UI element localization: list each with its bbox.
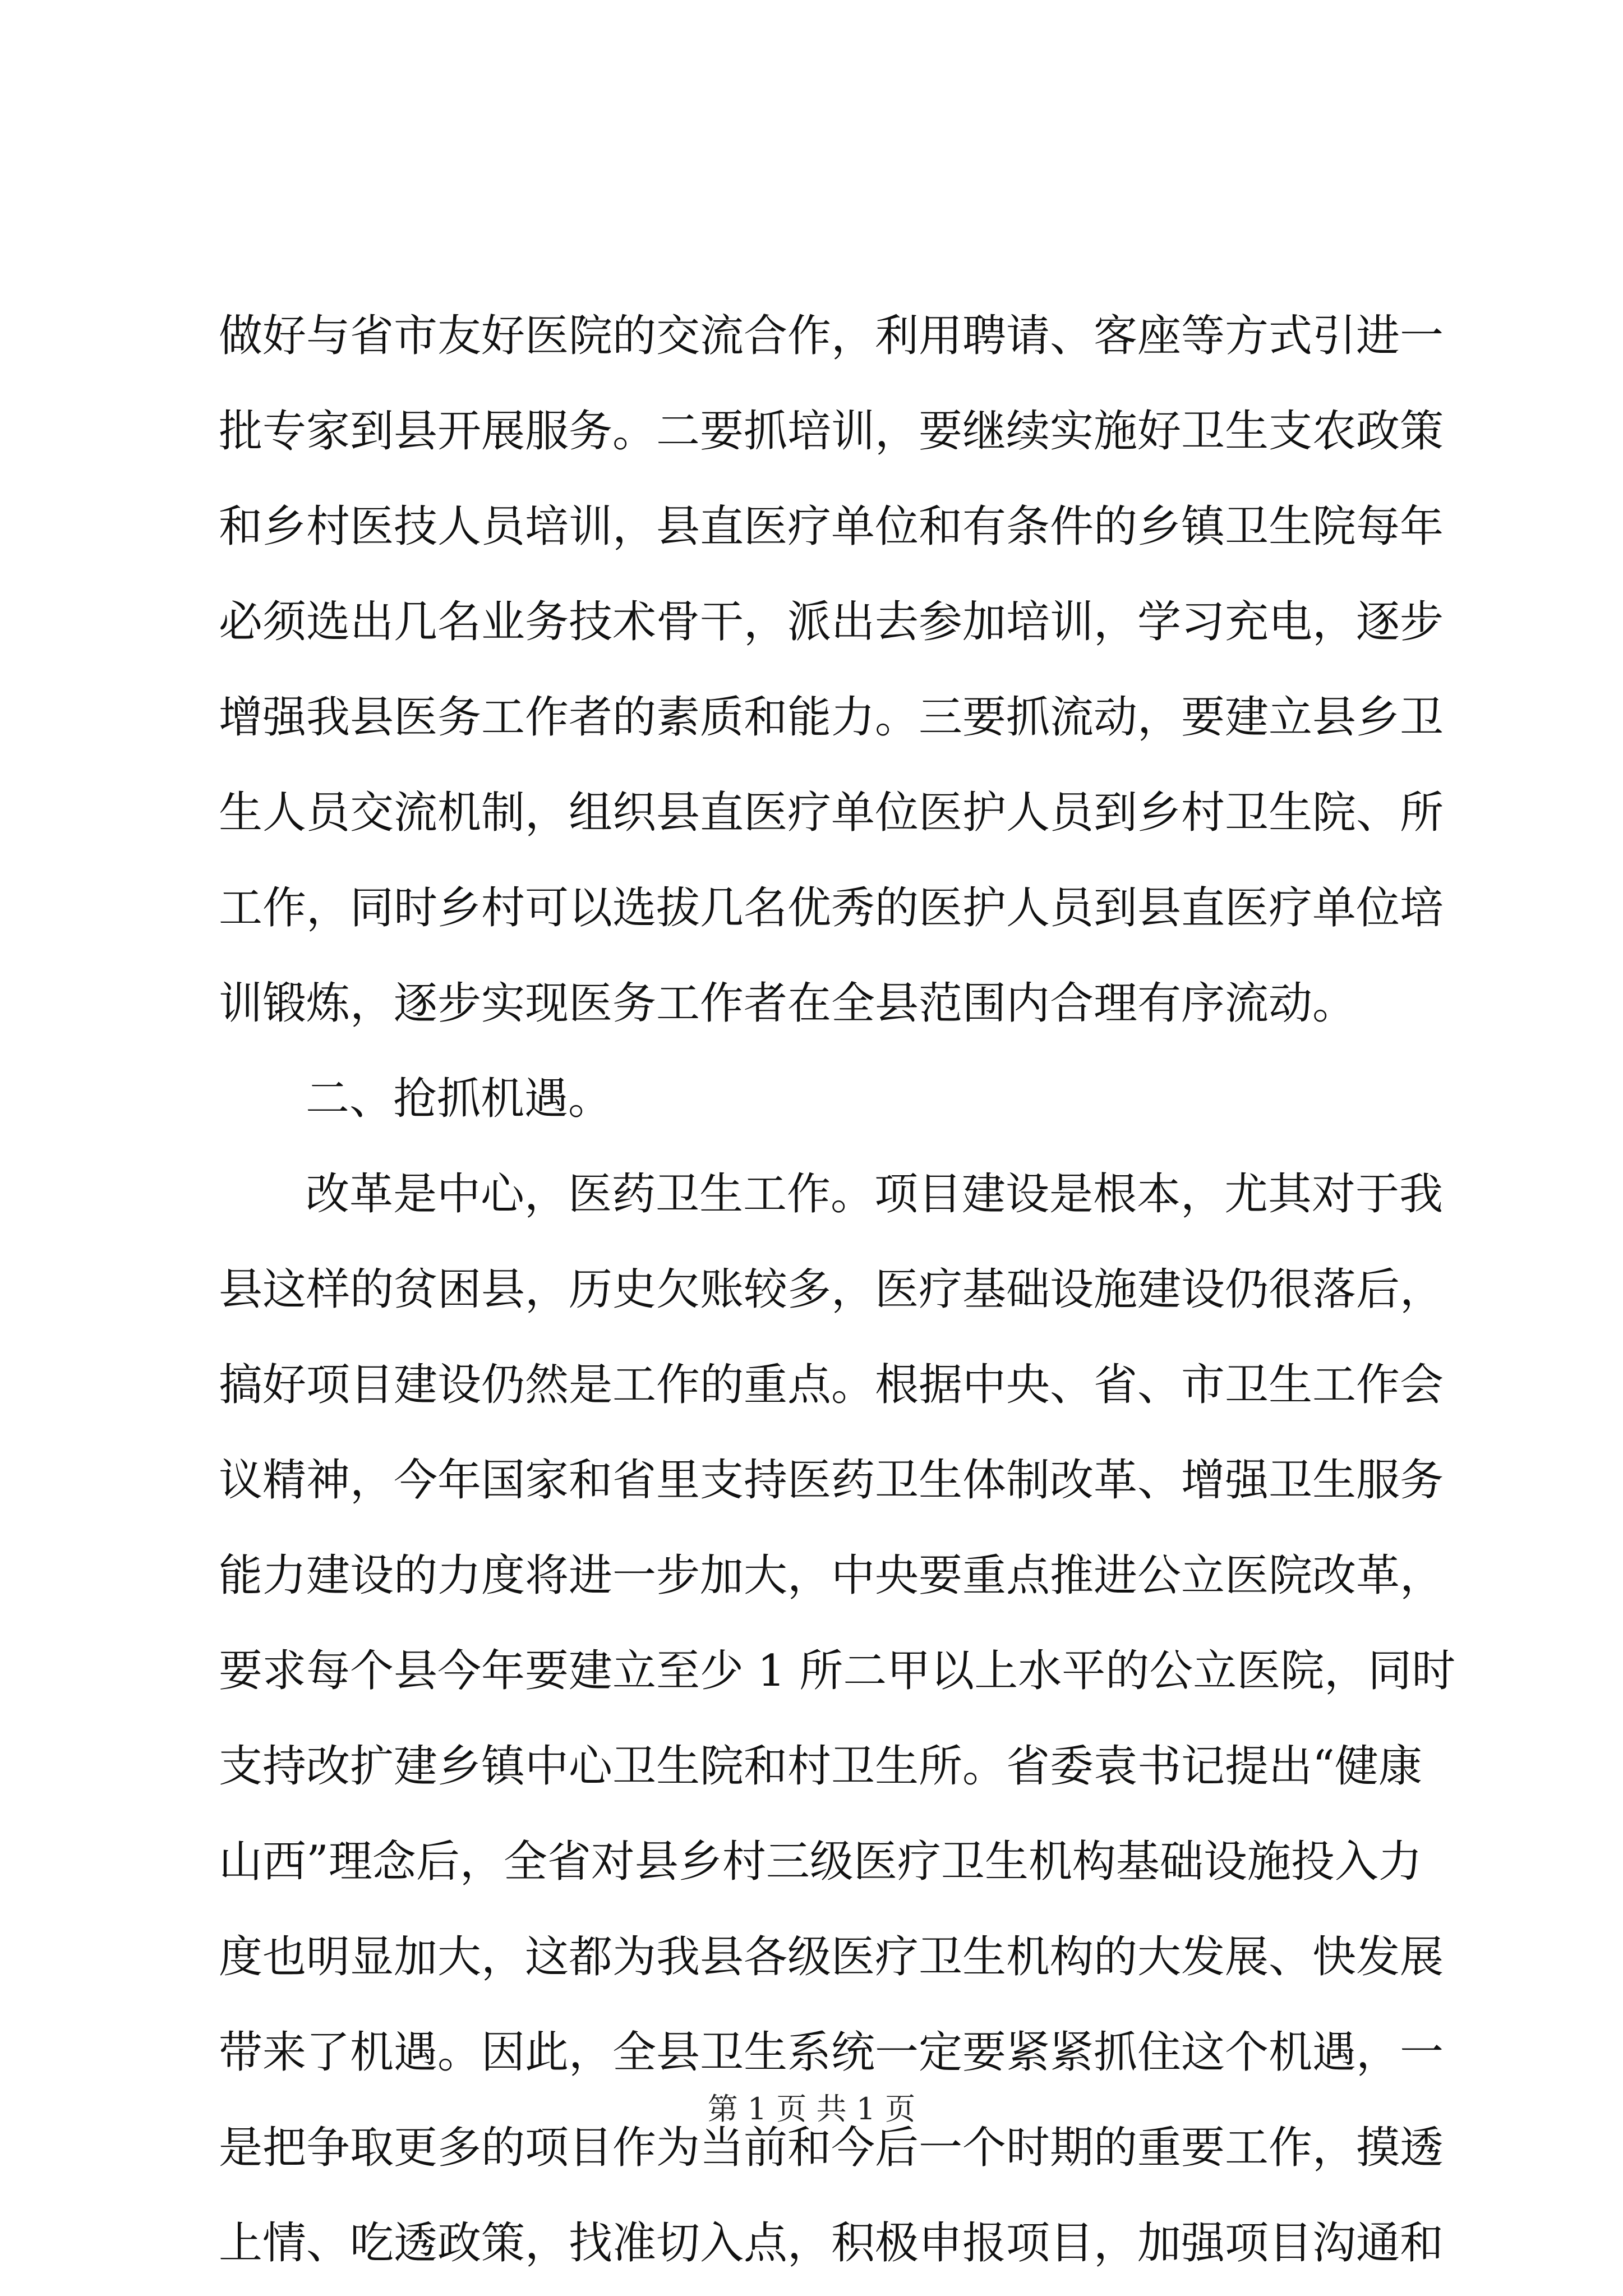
text-line-2 — [0, 389, 1623, 473]
text-line-11 — [0, 1248, 1623, 1332]
text-line-6 — [0, 771, 1623, 855]
line-text: 山西”理念后，全省对县乡村三级医疗卫生机构基础设施投入力 — [219, 1837, 1422, 1887]
line-text: 议精神，今年国家和省里支持医药卫生体制改革、增强卫生服务 — [219, 1455, 1444, 1506]
text-line-3 — [0, 485, 1623, 569]
line-text: 带来了机遇。因此，全县卫生系统一定要紧紧抓住这个机遇，一 — [219, 2027, 1444, 2078]
line-text: 要求每个县今年要建立至少 1 所二甲以上水平的公立医院，同时 — [219, 1646, 1456, 1696]
text-line-14 — [0, 1534, 1623, 1618]
text-line-17 — [0, 1820, 1623, 1904]
text-line-16 — [0, 1724, 1623, 1809]
line-text: 改革是中心，医药卫生工作。项目建设是根本，尤其对于我 — [306, 1169, 1444, 1220]
text-line-4 — [0, 580, 1623, 664]
line-text: 训锻炼，逐步实现医务工作者在全县范围内合理有序流动。 — [219, 978, 1357, 1029]
text-line-5 — [0, 675, 1623, 760]
heading-text: 二、抢抓机遇。 — [306, 1074, 612, 1124]
text-line-10 — [0, 1152, 1623, 1236]
text-line-8 — [0, 961, 1623, 1046]
line-text: 和乡村医技人员培训，县直医疗单位和有条件的乡镇卫生院每年 — [219, 501, 1444, 552]
text-line-12 — [0, 1343, 1623, 1427]
text-line-7 — [0, 866, 1623, 950]
line-text: 上情、吃透政策，找准切入点，积极申报项目，加强项目沟通和 — [219, 2218, 1444, 2269]
line-text: 搞好项目建设仍然是工作的重点。根据中央、省、市卫生工作会 — [219, 1360, 1444, 1410]
text-line-13 — [0, 1438, 1623, 1522]
line-text: 支持改扩建乡镇中心卫生院和村卫生所。省委袁书记提出“健康 — [219, 1741, 1422, 1792]
text-line-1 — [0, 294, 1623, 378]
line-text: 能力建设的力度将进一步加大，中央要重点推进公立医院改革， — [219, 1550, 1444, 1601]
text-line-19 — [0, 2010, 1623, 2095]
text-line-21 — [0, 2201, 1623, 2285]
line-text: 必须选出几名业务技术骨干，派出去参加培训，学习充电，逐步 — [219, 597, 1444, 647]
text-line-15 — [0, 1629, 1623, 1713]
line-text: 工作，同时乡村可以选拔几名优秀的医护人员到县直医疗单位培 — [219, 883, 1444, 933]
text-line-18 — [0, 1915, 1623, 1999]
line-text: 做好与省市友好医院的交流合作，利用聘请、客座等方式引进一 — [219, 311, 1444, 361]
line-text: 度也明显加大，这都为我县各级医疗卫生机构的大发展、快发展 — [219, 1932, 1444, 1982]
line-text: 是把争取更多的项目作为当前和今后一个时期的重要工作，摸透 — [219, 2123, 1444, 2173]
section-heading — [0, 1057, 1623, 1141]
line-text: 县这样的贫困县，历史欠账较多，医疗基础设施建设仍很落后， — [219, 1264, 1444, 1315]
line-text: 增强我县医务工作者的素质和能力。三要抓流动，要建立县乡卫 — [219, 692, 1444, 743]
page-footer: 第 1 页 共 1 页 — [707, 2091, 916, 2127]
line-text: 生人员交流机制，组织县直医疗单位医护人员到乡村卫生院、所 — [219, 788, 1444, 838]
line-text: 批专家到县开展服务。二要抓培训，要继续实施好卫生支农政策 — [219, 406, 1444, 457]
